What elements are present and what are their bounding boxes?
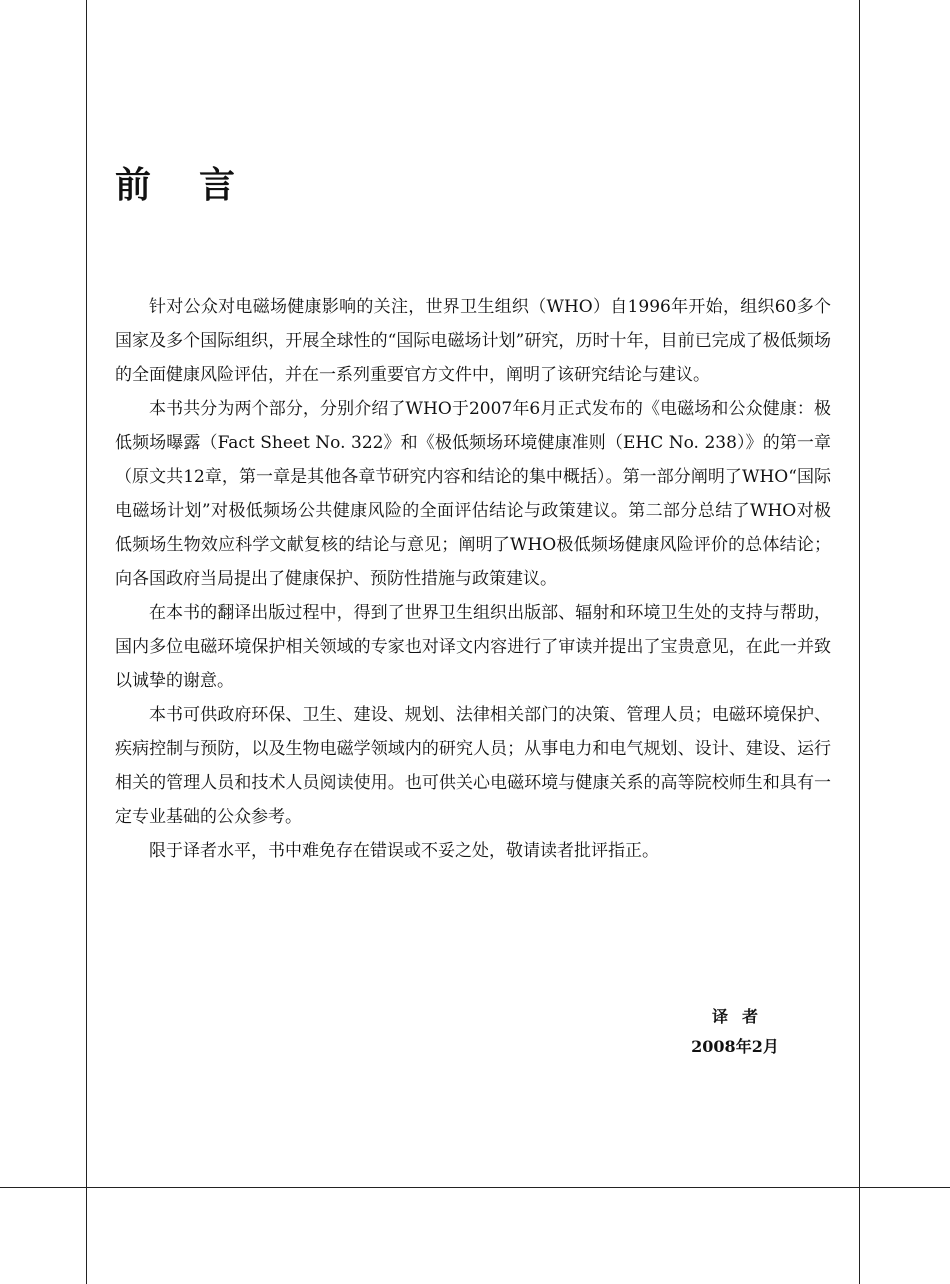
preface-body	[115, 290, 831, 868]
paragraph: 在本书的翻译出版过程中，得到了世界卫生组织出版部、辐射和环境卫生处的支持与帮助，国内多位电磁环境保护相关领域的专家也对译文内容进行了审读并提出了宝贵意见，在此一并致以诚挚的谢意。	[115, 603, 831, 691]
translator-label: 译者	[711, 1007, 772, 1026]
signature-date: 2008年2月	[691, 1037, 779, 1056]
paragraph: 本书共分为两个部分，分别介绍了WHO于2007年6月正式发布的《电磁场和公众健康：极低频场曝露（Fact Sheet No. 322》和《极低频场环境健康准则（EHC No. 238）》的第一章（原文共12章，第一章是其他各章节研究内容和结论的集中概括）。第一部分阐明了WHO“国际电磁场计划”对极低频场公共健康风险的全面评估结论与政策建议。第二部分总结了WHO对极低频场生物效应科学文献复核的结论与意见；阐明了WHO极低频场健康风险评价的总体结论；向各国政府当局提出了健康保护、预防性措施与政策建议。	[115, 399, 831, 589]
paragraph: 限于译者水平，书中难免存在错误或不妥之处，敬请读者批评指正。	[149, 841, 659, 861]
signature-block	[660, 1002, 810, 1062]
left-margin-line	[86, 0, 87, 1284]
paragraph: 针对公众对电磁场健康影响的关注，世界卫生组织（WHO）自1996年开始，组织60多个国家及多个国际组织，开展全球性的“国际电磁场计划”研究，历时十年，目前已完成了极低频场的全面健康风险评估，并在一系列重要官方文件中，阐明了该研究结论与建议。	[115, 297, 831, 385]
paragraph: 本书可供政府环保、卫生、建设、规划、法律相关部门的决策、管理人员；电磁环境保护、疾病控制与预防，以及生物电磁学领域内的研究人员；从事电力和电气规划、设计、建设、运行相关的管理人员和技术人员阅读使用。也可供关心电磁环境与健康关系的高等院校师生和具有一定专业基础的公众参考。	[115, 705, 831, 827]
bottom-margin-line	[0, 1187, 950, 1188]
right-margin-line	[859, 0, 860, 1284]
page-title: 前言	[115, 165, 284, 207]
